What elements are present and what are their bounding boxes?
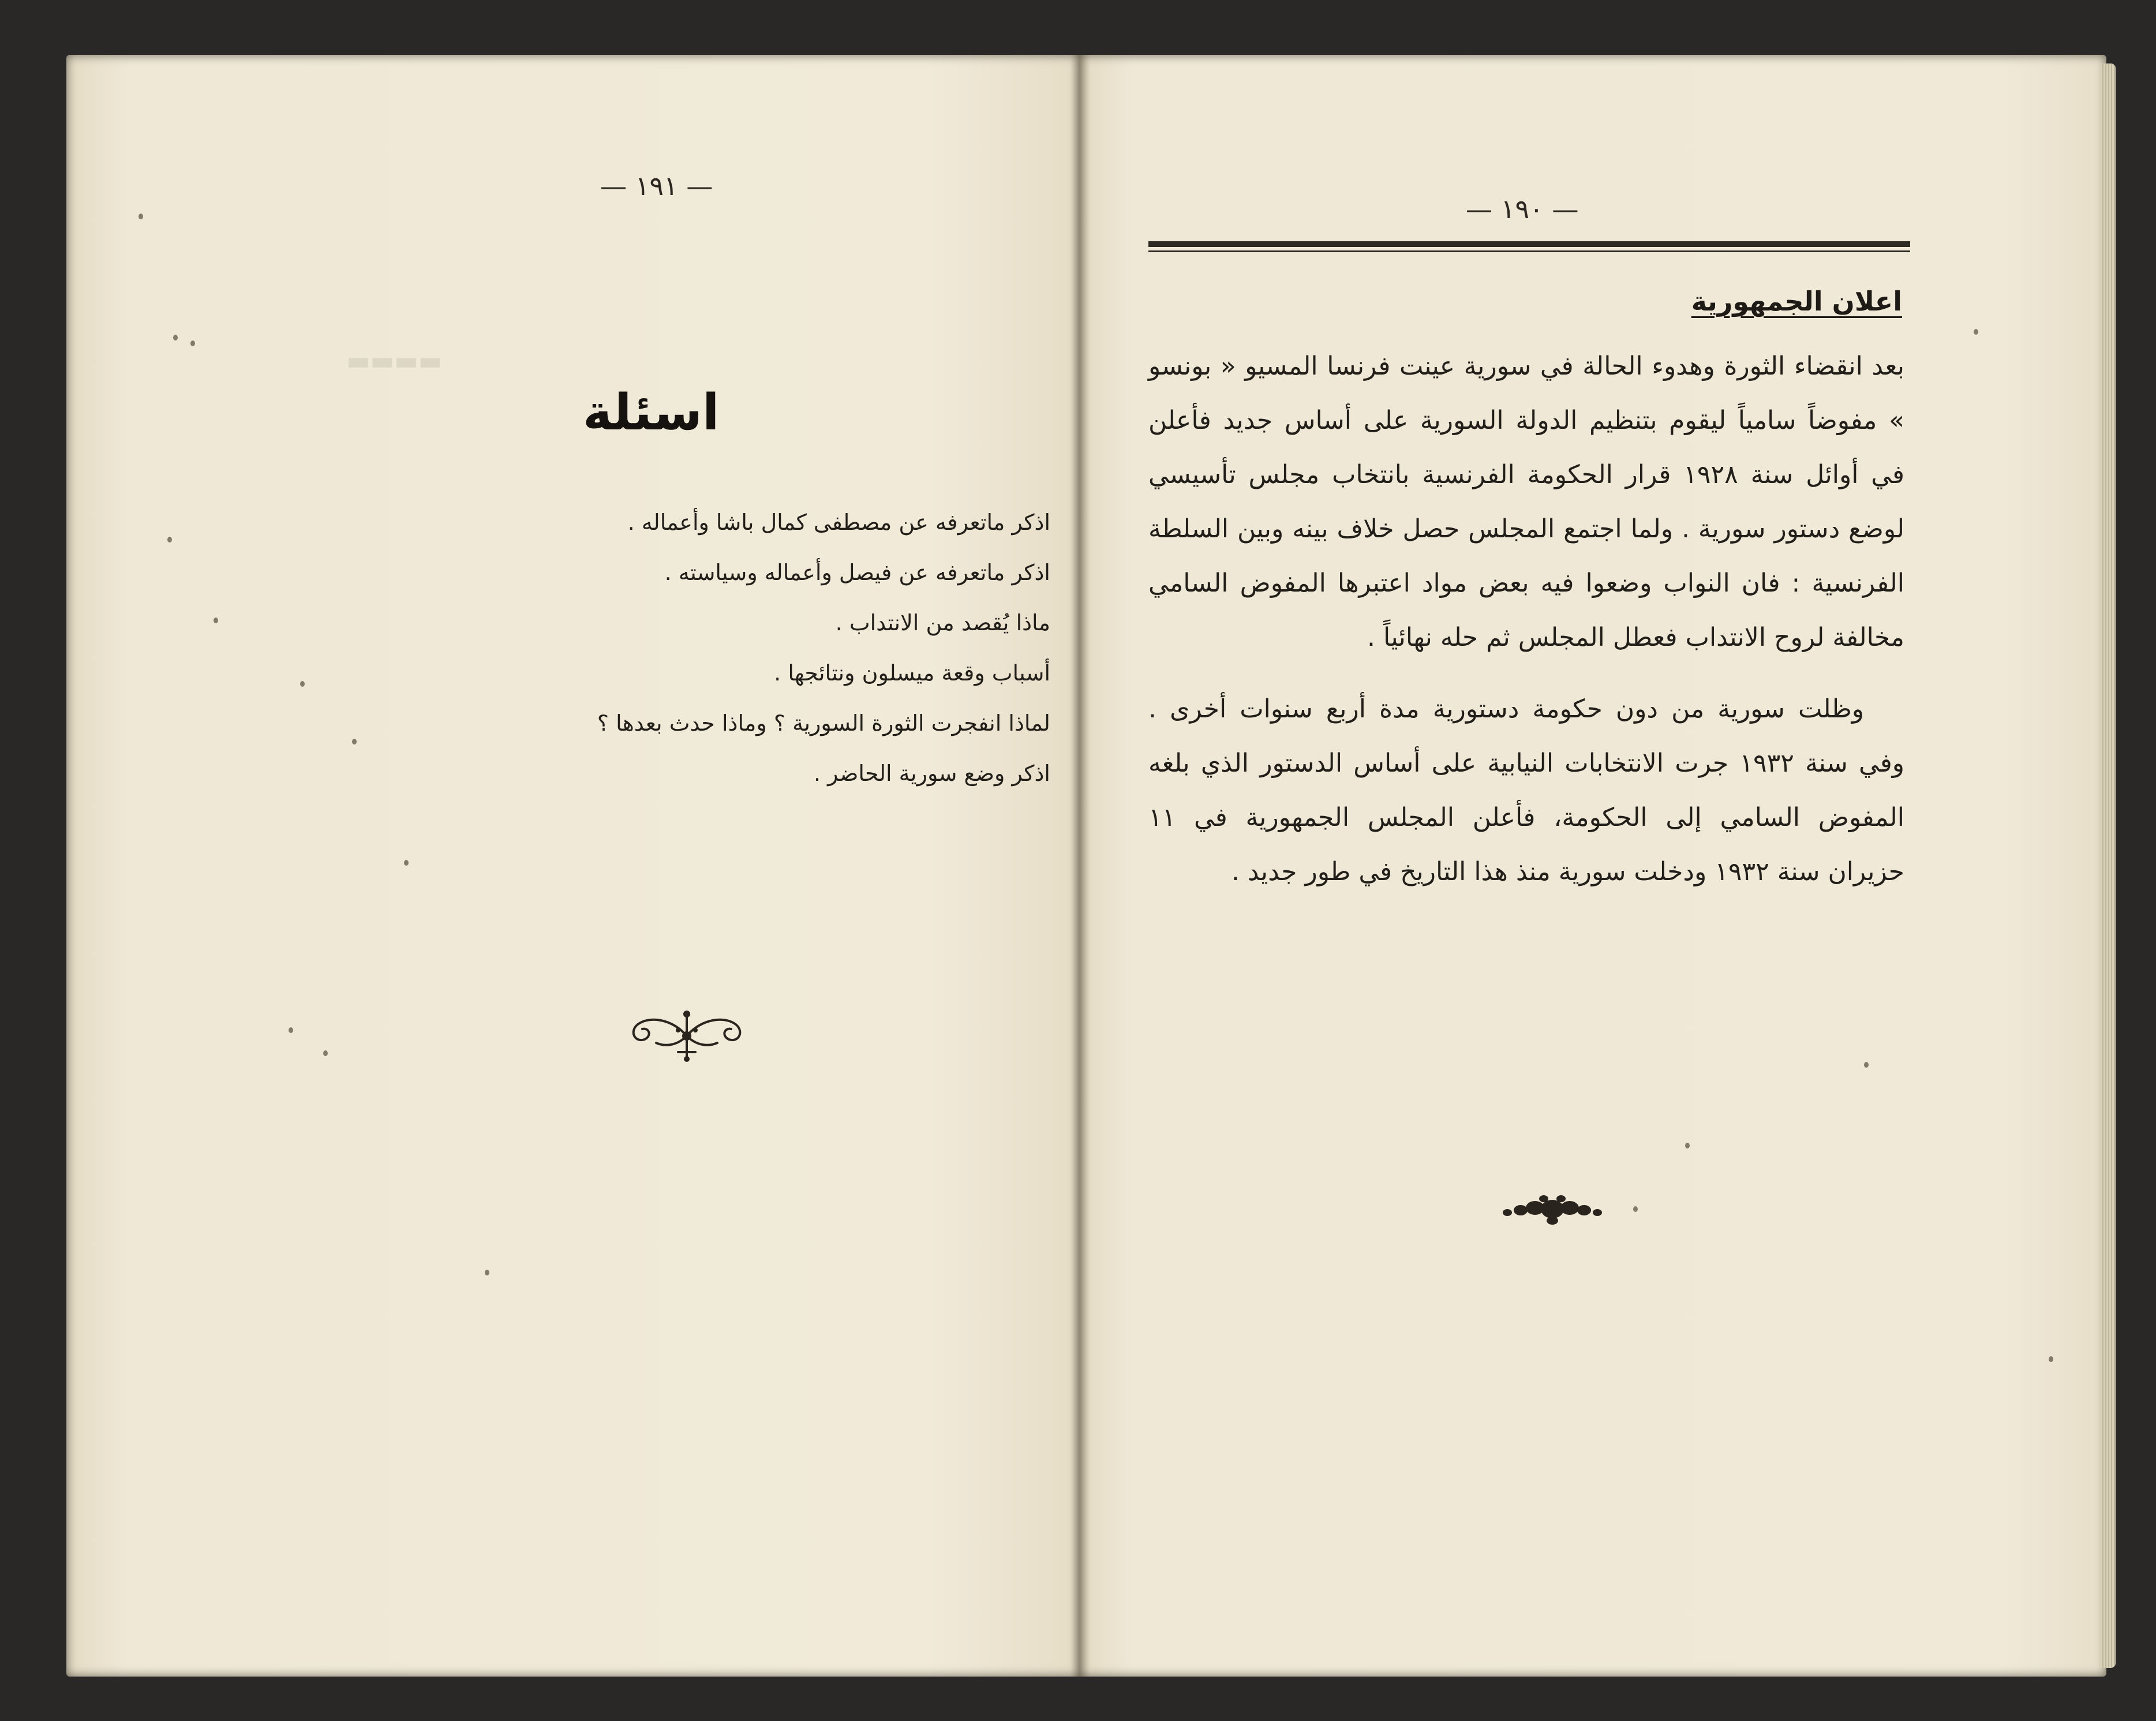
question-item: ماذا يُقصد من الانتداب . xyxy=(835,610,1050,635)
foxing-spot xyxy=(404,860,409,866)
page-number-left: — ١٩١ — xyxy=(600,170,713,201)
page-edges xyxy=(2101,63,2116,1668)
foxing-spot xyxy=(139,214,143,219)
page-number-right: — ١٩٠ — xyxy=(1466,193,1579,225)
foxing-spot xyxy=(1974,329,1978,335)
header-rule xyxy=(1148,241,1910,247)
question-item: أسباب وقعة ميسلون ونتائجها . xyxy=(774,660,1050,686)
foxing-spot xyxy=(1864,1062,1869,1068)
foxing-spot xyxy=(352,739,357,744)
foxing-spot xyxy=(167,537,172,543)
questions-list xyxy=(473,497,1050,799)
body-text xyxy=(1148,339,1904,899)
foxing-spot xyxy=(2049,1356,2053,1362)
paragraph: بعد انقضاء الثورة وهدوء الحالة في سورية عينت فرنسا المسيو « بونسو » مفوضاً سامياً ليقوم بتنظيم الدولة السورية على أساس جديد فأعلن في أوائل سنة ١٩٢٨ قرار الحكومة الفرنسية بانتخاب مجلس تأسيسي لوضع دستور سورية . ولما اجتمع المجلس حصل خلاف بينه وبين السلطة الفرنسية : فان النواب وضعوا فيه بعض مواد اعتبرها المفوض السامي مخالفة لروح الانتداب فعطل المجلس ثم حله نهائياً . xyxy=(1148,351,1905,652)
floral-ornament-icon xyxy=(1495,1186,1610,1232)
question-item: اذكر ماتعرفه عن مصطفى كمال باشا وأعماله . xyxy=(627,510,1050,535)
foxing-spot xyxy=(485,1270,489,1275)
foxing-spot xyxy=(1685,1143,1690,1148)
floral-ornament-icon xyxy=(620,1001,753,1065)
foxing-spot xyxy=(214,618,218,623)
foxing-spot xyxy=(1633,1206,1638,1212)
question-item: لماذا انفجرت الثورة السورية ؟ وماذا حدث بعدها ؟ xyxy=(597,710,1050,736)
paragraph: وظلت سورية من دون حكومة دستورية مدة أربع سنوات أخرى . وفي سنة ١٩٣٢ جرت الانتخابات النيابية على أساس الدستور الذي بلغه المفوض السامي إلى الحكومة، فأعلن المجلس الجمهورية في ١١ حزيران سنة ١٩٣٢ ودخلت سورية منذ هذا التاريخ في طور جديد . xyxy=(1148,694,1904,886)
show-through-text: ▬▬▬▬ xyxy=(346,346,443,376)
foxing-spot xyxy=(190,341,195,346)
foxing-spot xyxy=(173,335,178,341)
question-item: اذكر ماتعرفه عن فيصل وأعماله وسياسته . xyxy=(664,560,1050,585)
book-gutter xyxy=(1070,55,1090,1677)
section-heading: اعلان الجمهورية xyxy=(1691,286,1902,317)
foxing-spot xyxy=(300,681,305,687)
questions-title: اسئلة xyxy=(583,384,720,442)
header-rule-thin xyxy=(1148,250,1910,252)
left-page xyxy=(66,55,1079,1677)
foxing-spot xyxy=(289,1027,293,1033)
foxing-spot xyxy=(323,1050,328,1056)
question-item: اذكر وضع سورية الحاضر . xyxy=(813,761,1050,786)
